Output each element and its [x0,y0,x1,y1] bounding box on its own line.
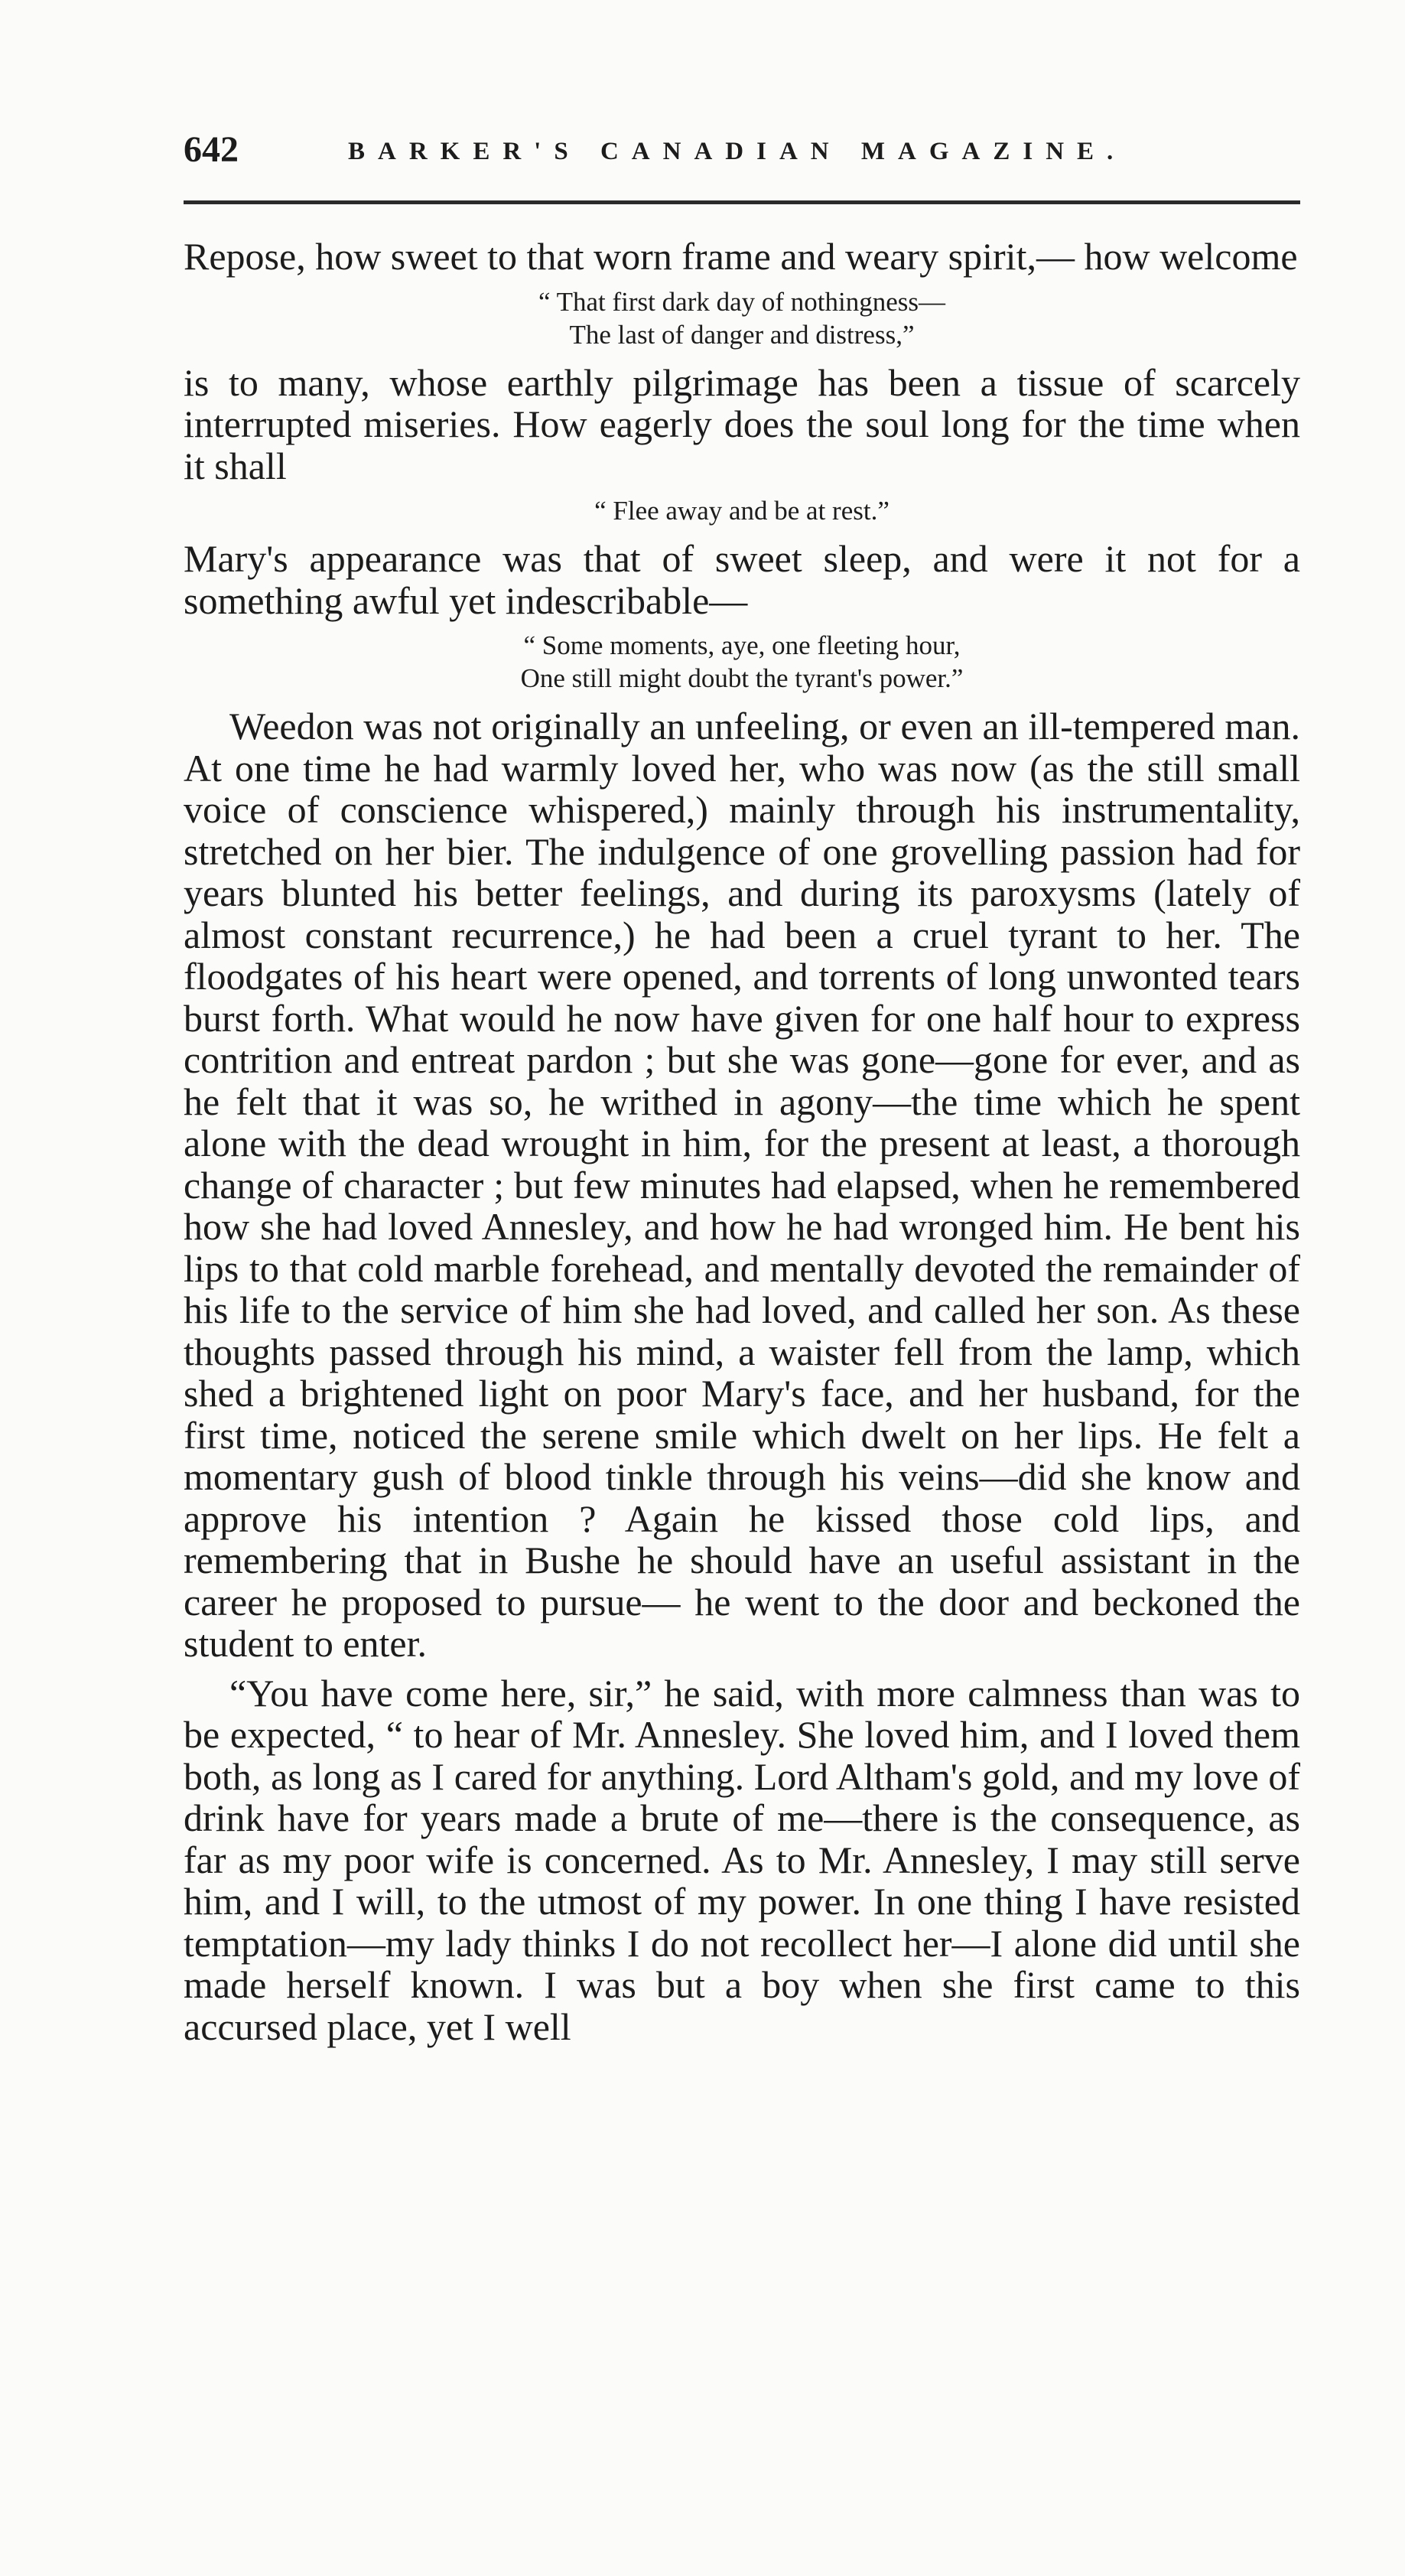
paragraph-2: is to many, whose earthly pilgrimage has been a tissue of scarcely interrupted miseries. How eagerly does the soul long for the time when it shall [184,360,1300,487]
verse-quote-3 [184,629,1300,695]
verse-line: “ Some moments, aye, one fleeting hour, [523,630,961,660]
verse-quote-1 [184,285,1300,351]
paragraph-4: Weedon was not originally an unfeeling, or even an ill-tempered man. At one time he had warmly loved her, who was now (as the still small voice of conscience whispered,) mainly through his instrumentality, stretched on her bier. The indulgence of one grovelling passion had for years blunted his better feelings, and during its paroxysms (lately of almost constant recurrence,) he had been a cruel tyrant to her. The floodgates of his heart were opened, and torrents of long unwonted tears burst forth. What would he now have given for one half hour to express contrition and entreat pardon ; but she was gone—gone for ever, and as he felt that it was so, he writhed in agony—the time which he spent alone with the dead wrought in him, for the present at least, a thorough change of character ; but few minutes had elapsed, when he remembered how she had loved Annesley, and how he had wronged him. He bent his lips to that cold marble forehead, and mentally devoted the remainder of his life to the service of him she had loved, and called her son. As these thoughts passed through his mind, a waister fell from the lamp, which shed a brightened light on poor Mary's face, and her husband, for the first time, noticed the serene smile which dwelt on her lips. He felt a momentary gush of blood tinkle through his veins—did she know and approve his intention ? Again he kissed those cold lips, and remembering that in Bushe he should have an useful assistant in the career he proposed to pursue— he went to the door and beckoned the student to enter. [184,705,1300,1665]
page-body [184,236,1300,2055]
paragraph-3: Mary's appearance was that of sweet sleep, and were it not for a something awful yet indescribable— [184,537,1300,622]
page-header [184,129,1300,174]
verse-line: “ Flee away and be at rest.” [594,496,890,526]
verse-line: “ That first dark day of nothingness— [538,286,946,317]
verse-quote-2 [184,494,1300,527]
paragraph-1: Repose, how sweet to that worn frame and weary spirit,— how welcome [184,235,1298,278]
running-title: BARKER'S CANADIAN MAGAZINE. [348,138,1127,165]
verse-line: The last of danger and distress,” [569,319,915,350]
verse-line: One still might doubt the tyrant's power.” [520,663,964,693]
page-number: 642 [184,129,239,170]
paragraph-5: “You have come here, sir,” he said, with more calmness than was to be expected, “ to hear of Mr. Annesley. She loved him, and I loved them both, as long as I cared for anything. Lord Altham's gold, and my love of drink have for years made a brute of me—there is the consequence, as far as my poor wife is concerned. As to Mr. Annesley, I may still serve him, and I will, to the utmost of my power. In one thing I have resisted temptation—my lady thinks I do not recollect her—I alone did until she made herself known. I was but a boy when she first came to this accursed place, yet I well [184,1671,1300,2048]
header-rule [184,200,1300,204]
